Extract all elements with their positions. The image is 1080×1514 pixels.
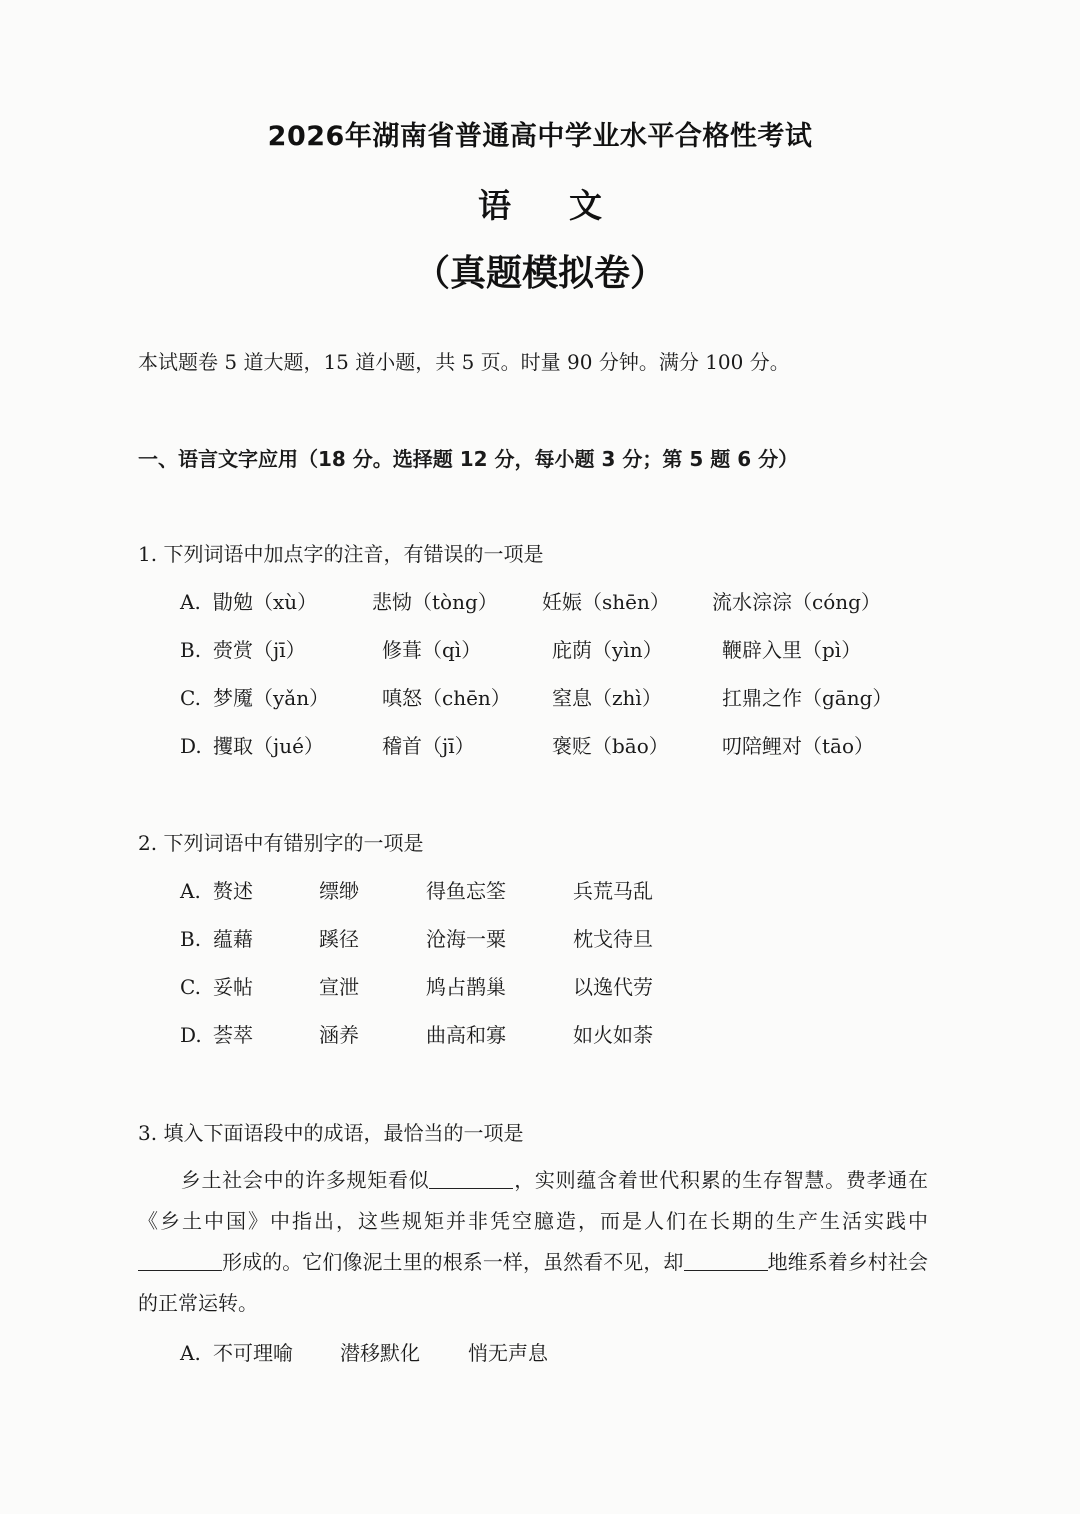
option-letter: A.	[180, 879, 201, 903]
paper-type: （真题模拟卷）	[413, 253, 666, 294]
question-3-stem: 3. 填入下面语段中的成语，最恰当的一项是	[138, 1121, 524, 1145]
option-item: 兵荒马乱	[573, 879, 653, 903]
option-letter: A.	[180, 590, 201, 614]
option-item: 沧海一粟	[426, 927, 506, 951]
option-item: 鞭辟入里（pì）	[722, 638, 862, 662]
option-letter: C.	[180, 686, 201, 710]
option-item: 窒息（zhì）	[552, 686, 662, 710]
option-item: 不可理喻	[213, 1341, 293, 1365]
option-item: 流水淙淙（cóng）	[712, 590, 881, 614]
option-item: 嗔怒（chēn）	[382, 686, 511, 710]
option-item: 妥帖	[213, 975, 253, 999]
option-item: 涵养	[319, 1023, 359, 1047]
option-item: 庇荫（yìn）	[552, 638, 663, 662]
option-item: 鸠占鹊巢	[426, 975, 506, 999]
option-item: 曲高和寡	[426, 1023, 506, 1047]
exam-instructions: 本试题卷 5 道大题，15 道小题，共 5 页。时量 90 分钟。满分 100 分。	[138, 350, 790, 374]
option-item: 宣泄	[319, 975, 359, 999]
exam-title: 2026年湖南省普通高中学业水平合格性考试	[267, 121, 813, 152]
option-letter: C.	[180, 975, 201, 999]
option-letter: B.	[180, 927, 202, 951]
option-letter: B.	[180, 638, 202, 662]
question-3-passage	[138, 1160, 928, 1324]
subject-title	[0, 180, 1080, 227]
option-item: 梦魇（yǎn）	[213, 686, 330, 710]
question-1-stem: 1. 下列词语中加点字的注音，有错误的一项是	[138, 542, 544, 566]
option-item: 褒贬（bāo）	[552, 734, 669, 758]
option-letter: A.	[180, 1341, 201, 1365]
fill-blank-2	[138, 1269, 222, 1271]
option-item: 勖勉（xù）	[213, 590, 318, 614]
option-item: 潜移默化	[340, 1341, 420, 1365]
option-item: 赘述	[213, 879, 253, 903]
fill-blank-3	[684, 1269, 768, 1271]
option-item: 得鱼忘筌	[426, 879, 506, 903]
question-2-stem: 2. 下列词语中有错别字的一项是	[138, 831, 424, 855]
subject-char-2: 文	[569, 186, 602, 225]
option-item: 稽首（jī）	[382, 734, 475, 758]
option-item: 妊娠（shēn）	[542, 590, 670, 614]
option-item: 蹊径	[319, 927, 359, 951]
section-heading: 一、语言文字应用（18 分。选择题 12 分，每小题 3 分；第 5 题 6 分）	[138, 447, 799, 471]
option-item: 悲恸（tòng）	[372, 590, 498, 614]
option-item: 以逸代劳	[573, 975, 653, 999]
option-item: 缥缈	[319, 879, 359, 903]
option-letter: D.	[180, 1023, 202, 1047]
fill-blank-1	[429, 1187, 513, 1189]
option-item: 蕴藉	[213, 927, 253, 951]
subject-char-1: 语	[478, 186, 511, 225]
passage-text: 乡土社会中的许多规矩看似	[180, 1168, 430, 1192]
option-item: 赍赏（jī）	[213, 638, 306, 662]
option-item: 枕戈待旦	[573, 927, 653, 951]
option-item: 扛鼎之作（gāng）	[722, 686, 893, 710]
passage-text: 地维系着乡村社会的正常运转。	[138, 1250, 928, 1315]
option-item: 如火如荼	[573, 1023, 653, 1047]
option-item: 叨陪鲤对（tāo）	[722, 734, 875, 758]
passage-text: ，实则蕴含着世代积累的生存智慧。费孝通在《乡土中国》中指出，这些规矩并非凭空臆造，而是人们在长期的生产生活实践中	[138, 1168, 929, 1233]
option-item: 悄无声息	[468, 1341, 548, 1365]
option-item: 攫取（jué）	[213, 734, 324, 758]
passage-text: 形成的。它们像泥土里的根系一样，虽然看不见，却	[222, 1250, 684, 1274]
option-letter: D.	[180, 734, 202, 758]
option-item: 荟萃	[213, 1023, 253, 1047]
option-item: 修葺（qì）	[382, 638, 482, 662]
